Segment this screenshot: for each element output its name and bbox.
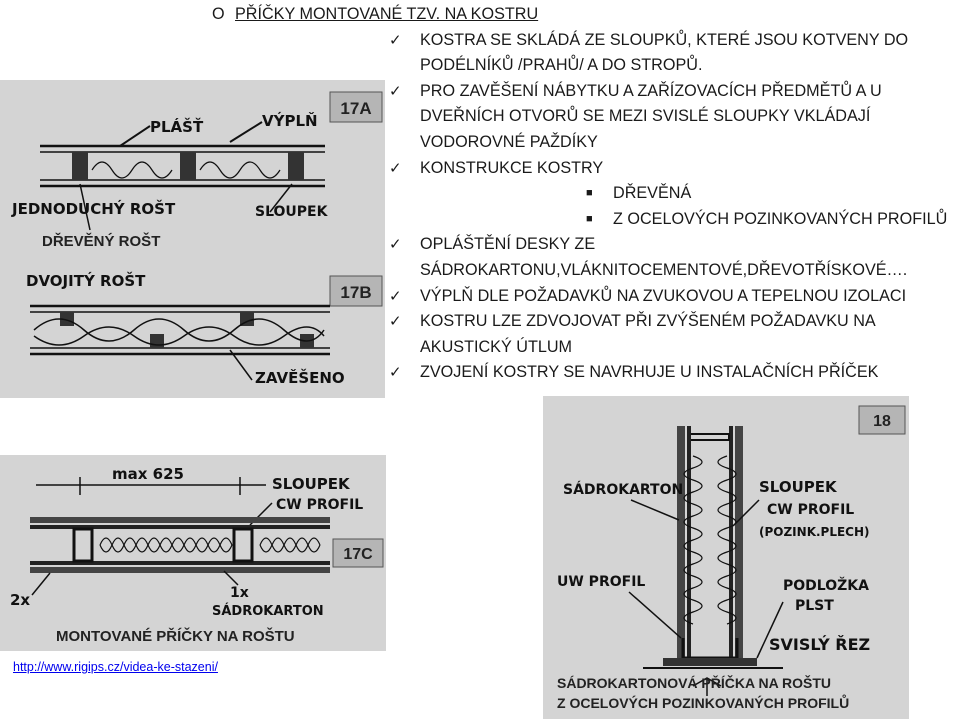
label-cw-profil: CW PROFIL [767,502,855,518]
check-icon: ✓ [389,82,402,100]
caption-line-1: SÁDROKARTONOVÁ PŘÍČKA NA ROŠTU [557,675,832,691]
check-icon: ✓ [389,313,402,331]
check-icon: ✓ [389,31,402,49]
label-plast: PLÁŠŤ [150,118,204,136]
check-icon: ✓ [389,287,402,305]
bullet-7: ✓ ZVOJENÍ KOSTRY SE NAVRHUJE U INSTALAČNÍCH PŘÍČEK [389,360,960,386]
caption-mounted-partitions: MONTOVANÉ PŘÍČKY NA ROŠTU [56,628,295,645]
rigips-video-link[interactable]: http://www.rigips.cz/videa-ke-stazeni/ [13,660,218,674]
label-sloupek: SLOUPEK [255,204,328,220]
label-sloupek: SLOUPEK [272,475,350,493]
square-bullet-icon: ■ [586,212,593,225]
label-zaveseno: ZAVĚŠENO [255,369,345,387]
circle-bullet: O [212,5,225,23]
badge-18: 18 [873,413,891,430]
figure-vertical-section [543,396,909,719]
bullet-6-cont: AKUSTICKÝ ÚTLUM [420,337,573,356]
bullet-2: ✓ PRO ZAVĚŠENÍ NÁBYTKU A ZAŘÍZOVACÍCH PŘEDMĚTŮ A U [389,79,960,105]
label-sadrokarton: SÁDROKARTON [563,482,684,498]
label-cw-profil: CW PROFIL [276,497,364,513]
label-plst: PLST [795,598,834,614]
badge-17c: 17C [343,546,373,563]
heading [212,2,960,28]
bullet-2-cont: DVEŘNÍCH OTVORŮ SE MEZI SVISLÉ SLOUPKY VKLÁDAJÍ [420,107,871,126]
bullet-1-cont: PODÉLNÍKŮ /PRAHŮ/ A DO STROPŮ. [420,56,703,75]
label-vypln: VÝPLŇ [262,112,318,130]
label-1x: 1x [230,585,249,601]
heading-title: PŘÍČKY MONTOVANÉ TZV. NA KOSTRU [235,5,539,23]
label-pozink-plech: (POZINK.PLECH) [759,525,870,539]
vertical-section-sketch [543,396,909,719]
label-podlozka: PODLOŽKA [783,578,869,594]
sub-bullet: ■ Z OCELOVÝCH POZINKOVANÝCH PROFILŮ [586,207,960,233]
label-max-625: max 625 [112,465,184,483]
check-icon: ✓ [389,364,402,382]
bullet-6: ✓ KOSTRU LZE ZDVOJOVAT PŘI ZVÝŠENÉM POŽADAVKU NA [389,309,960,335]
bullet-4-cont: SÁDROKARTONU,VLÁKNITOCEMENTOVÉ,DŘEVOTŘÍSKOVÉ…. [420,260,908,279]
figure-mounted-partitions [0,455,386,651]
check-icon: ✓ [389,159,402,177]
label-double-frame: DVOJITÝ ROŠT [26,272,146,290]
caption-line-2: Z OCELOVÝCH POZINKOVANÝCH PROFILŮ [557,695,850,711]
bullet-4: ✓ OPLÁŠTĚNÍ DESKY ZE [389,232,960,258]
label-2x: 2x [10,591,31,609]
bullet-3: ✓ KONSTRUKCE KOSTRY [389,156,960,182]
label-sloupek: SLOUPEK [759,478,837,496]
square-bullet-icon: ■ [586,187,593,200]
label-svisly-rez: SVISLÝ ŘEZ [769,635,871,654]
figure-wooden-frame [0,80,385,398]
mounted-partitions-sketch [0,455,386,651]
check-icon: ✓ [389,236,402,254]
label-uw-profil: UW PROFIL [557,574,646,590]
caption-wooden-frame: DŘEVĚNÝ ROŠT [42,233,161,250]
label-single-frame: JEDNODUCHÝ ROŠT [12,200,176,218]
sub-bullet: ■ DŘEVĚNÁ [586,181,960,207]
bullet-5: ✓ VÝPLŇ DLE POŽADAVKŮ NA ZVUKOVOU A TEPELNOU IZOLACI [389,284,960,310]
label-sadrokarton: SÁDROKARTON [212,604,324,619]
badge-17b: 17B [340,283,372,302]
badge-17a: 17A [340,99,372,118]
bullet-1: ✓ KOSTRA SE SKLÁDÁ ZE SLOUPKŮ, KTERÉ JSOU KOTVENY DO [389,28,960,54]
wooden-frame-sketch [0,80,385,398]
bullet-2-cont: VODOROVNÉ PAŽDÍKY [420,132,598,151]
